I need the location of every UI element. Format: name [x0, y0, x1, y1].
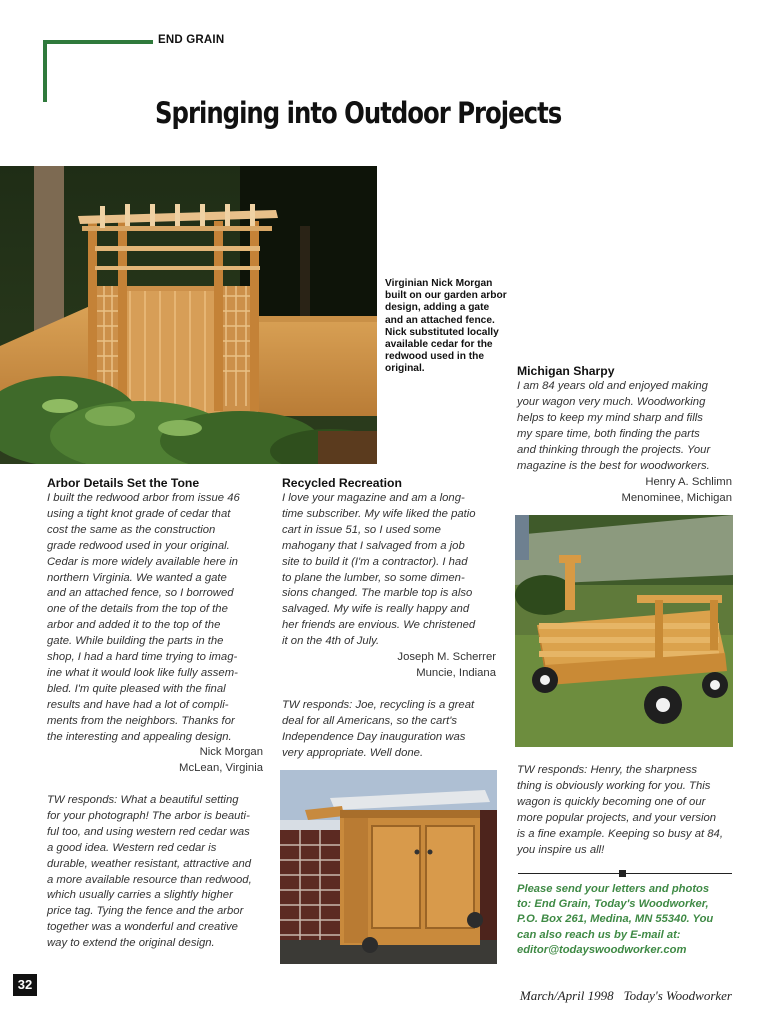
text-line: I love your magazine and am a long- — [282, 492, 465, 504]
arbor-letter-signature — [47, 745, 263, 777]
text-line: price tag. Tying the fence and the arbor — [47, 905, 244, 918]
text-line: you inspire us all! — [517, 843, 605, 856]
recycled-letter-heading: Recycled Recreation — [282, 476, 402, 490]
text-line: I built the redwood arbor from issue 46 — [47, 492, 240, 504]
michigan-response — [517, 763, 747, 858]
text-line: deal for all Americans, so the cart's — [282, 714, 458, 727]
text-line: cost the same as the construction — [47, 523, 216, 536]
text-line: it on the 4th of July. — [282, 635, 380, 648]
magazine-name: Today's Woodworker — [623, 988, 732, 1003]
text-line: way to extend the original design. — [47, 937, 215, 950]
text-line: Cedar is more widely available here in — [47, 555, 238, 568]
text-line: mahogany that I salvaged from a job — [282, 539, 465, 552]
corner-bracket-top — [43, 40, 153, 44]
author-location: Menominee, Michigan — [621, 491, 732, 504]
wagon-photo — [515, 515, 733, 747]
text-line: ful too, and using western red cedar was — [47, 825, 250, 838]
michigan-letter-signature — [517, 475, 732, 507]
text-line: shop, I had a hard time trying to imag- — [47, 651, 238, 664]
text-line: using a tight knot grade of cedar that — [47, 507, 231, 520]
text-line: more popular projects, and your version — [517, 811, 717, 824]
text-line: cart in issue 51, so I used some — [282, 523, 441, 536]
text-line: is a fine example. Keeping so busy at 84, — [517, 827, 723, 840]
text-line: TW responds: Joe, recycling is a great — [282, 699, 475, 711]
text-line: northern Virginia. We wanted a gate — [47, 571, 227, 584]
text-line: TW responds: What a beautiful setting — [47, 794, 239, 806]
text-line: TW responds: Henry, the sharpness — [517, 764, 697, 776]
author-name: Nick Morgan — [199, 746, 263, 758]
text-line: grade redwood used in your original. — [47, 539, 230, 552]
text-line: I am 84 years old and enjoyed making — [517, 380, 708, 392]
text-line: can also reach us by E-mail at: — [517, 928, 681, 941]
divider-ornament — [619, 870, 626, 877]
author-name: Joseph M. Scherrer — [397, 651, 496, 663]
text-line: Independence Day inauguration was — [282, 730, 466, 743]
text-line: magazine is the best for woodworkers. — [517, 459, 710, 472]
text-line: to: End Grain, Today's Woodworker, — [517, 898, 709, 911]
text-line: your wagon very much. Woodworking — [517, 395, 706, 408]
text-line: a good idea. Western red cedar is — [47, 841, 217, 854]
arbor-response — [47, 793, 277, 952]
text-line: and an attached fence, so I borrowed — [47, 587, 234, 600]
page-title: Springing into Outdoor Projects — [155, 96, 562, 130]
text-line: durable, weather resistant, attractive and — [47, 857, 252, 870]
text-line: to plane the lumber, so some dimen- — [282, 571, 465, 584]
text-line: bled. I'm quite pleased with the final — [47, 682, 226, 695]
text-line: one of the details from the top of the — [47, 603, 228, 616]
email-address[interactable]: editor@todayswoodworker.com — [517, 943, 687, 956]
text-line: P.O. Box 261, Medina, MN 55340. You — [517, 913, 714, 926]
author-location: Muncie, Indiana — [416, 666, 496, 679]
text-line: ments from the neighbors. Thanks for — [47, 714, 235, 727]
arbor-letter-heading: Arbor Details Set the Tone — [47, 476, 200, 490]
text-line: site to build it (I'm a contractor). I had — [282, 555, 468, 568]
author-location: McLean, Virginia — [179, 761, 263, 774]
text-line: sions changed. The marble top is also — [282, 587, 473, 600]
text-line: her friends are envious. We christened — [282, 619, 476, 632]
text-line: the interesting and appealing design. — [47, 730, 232, 743]
issue-date: March/April 1998 — [519, 988, 614, 1003]
text-line: arbor and added it to the top of the — [47, 619, 221, 632]
photo-caption: Virginian Nick Morgan built on our garden arbor design, adding a gate and an attached fence. Nick substituted locally available cedar for the redwood used in the original. — [385, 278, 507, 375]
send-letters-notice — [517, 882, 747, 958]
michigan-letter-heading: Michigan Sharpy — [517, 364, 615, 378]
text-line: gate. While building the parts in the — [47, 635, 224, 648]
text-line: results and have had a lot of compli- — [47, 698, 229, 711]
text-line: for your photograph! The arbor is beauti- — [47, 809, 250, 822]
text-line: my spare time, both finding the parts — [517, 427, 700, 440]
text-line: which usually carries a slightly higher — [47, 889, 233, 902]
text-line: very appropriate. Well done. — [282, 746, 424, 759]
corner-bracket — [43, 40, 47, 102]
arbor-photo — [0, 166, 377, 464]
michigan-letter-body — [517, 379, 747, 474]
section-label: END GRAIN — [158, 34, 225, 46]
text-line: together was a wonderful and creative — [47, 921, 238, 934]
footer-issue-line — [510, 988, 732, 1004]
text-line: thing is obviously working for you. This — [517, 779, 711, 792]
text-line: and thinking through the projects. Your — [517, 443, 711, 456]
text-line: a more available resource than redwood, — [47, 873, 252, 886]
text-line: Please send your letters and photos — [517, 883, 710, 895]
recycled-response — [282, 698, 507, 762]
page-number: 32 — [13, 974, 37, 996]
text-line: salvaged. My wife is really happy and — [282, 603, 470, 616]
recycled-letter-body — [282, 491, 507, 650]
arbor-illustration — [0, 166, 377, 464]
author-name: Henry A. Schlimn — [645, 476, 732, 488]
text-line: helps to keep my mind sharp and fills — [517, 411, 703, 424]
patio-cart-illustration — [280, 770, 497, 964]
text-line: ine what it would look like fully assem- — [47, 666, 238, 679]
text-line: wagon is quickly becoming one of our — [517, 795, 706, 808]
wagon-illustration — [515, 515, 733, 747]
arbor-letter-body — [47, 491, 277, 746]
text-line: time subscriber. My wife liked the patio — [282, 507, 476, 520]
patio-cart-photo — [280, 770, 497, 964]
recycled-letter-signature — [282, 650, 496, 682]
